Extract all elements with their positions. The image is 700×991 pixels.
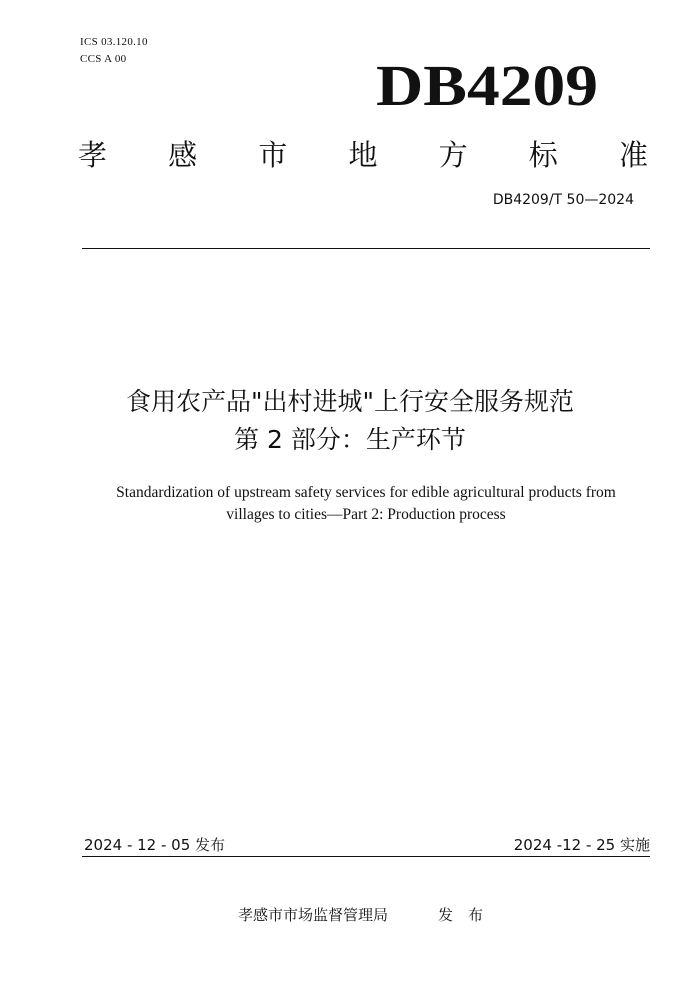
logo-text: DB4209 xyxy=(376,58,598,116)
org-title-char: 地 xyxy=(348,138,378,172)
issuer-name: 孝感市市场监督管理局 xyxy=(238,906,389,924)
ics-code: ICS 03.120.10 xyxy=(80,36,148,48)
org-title-char: 准 xyxy=(618,138,648,172)
org-title-char: 感 xyxy=(168,138,198,172)
issuing-authority-title xyxy=(78,133,648,174)
top-divider xyxy=(82,248,650,249)
chinese-title-line1: 食用农产品"出村进城"上行安全服务规范 xyxy=(126,387,574,416)
org-title-char: 标 xyxy=(528,138,558,172)
publish-date: 2024 - 12 - 05 发布 xyxy=(84,836,226,854)
db4209-logo xyxy=(376,58,602,116)
issue-word: 发布 xyxy=(438,906,499,924)
bottom-divider xyxy=(82,856,650,857)
english-title-line1: Standardization of upstream safety services for edible agricultural products from xyxy=(116,484,616,501)
ccs-code: CCS A 00 xyxy=(80,53,127,65)
english-title xyxy=(90,482,642,525)
english-title-line2: villages to cities—Part 2: Production process xyxy=(226,505,506,523)
classification-codes xyxy=(80,34,148,68)
org-title-char: 市 xyxy=(258,138,288,172)
org-title-char: 孝 xyxy=(78,138,108,172)
org-title-char: 方 xyxy=(438,138,468,172)
implement-date: 2024 -12 - 25 实施 xyxy=(513,836,650,854)
chinese-title-line2: 第 2 部分：生产环节 xyxy=(234,425,466,454)
standard-number: DB4209/T 50—2024 xyxy=(492,192,634,208)
